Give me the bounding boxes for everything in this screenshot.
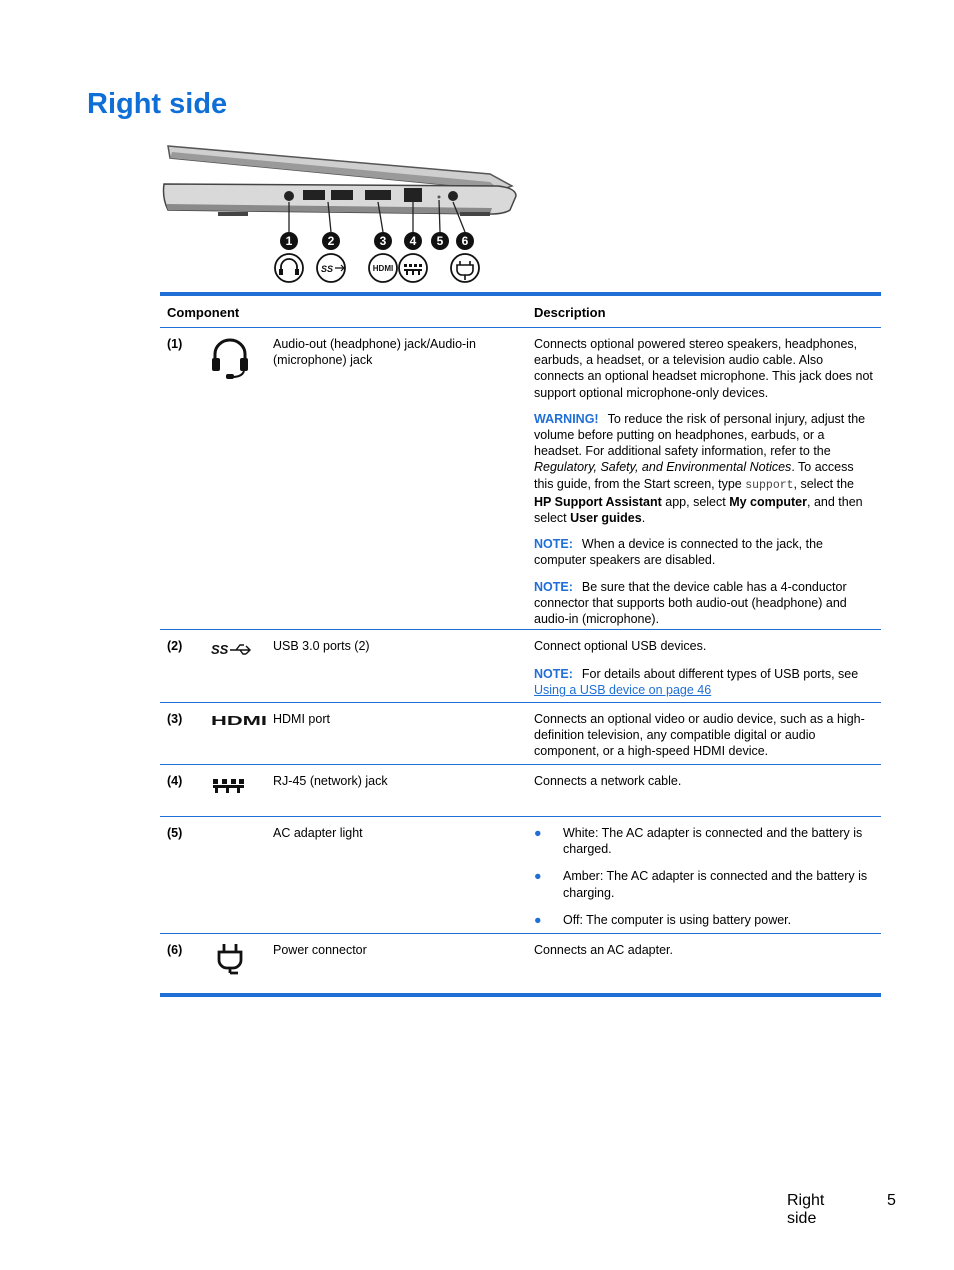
power-plug-icon <box>215 942 245 986</box>
component-name: USB 3.0 ports (2) <box>273 639 370 653</box>
component-name: Audio-out (headphone) jack/Audio-in (microphone) jack <box>273 337 476 368</box>
table-row <box>160 630 881 703</box>
status-list <box>534 825 874 928</box>
note-text: When a device is connected to the jack, the computer speakers are disabled. <box>534 537 824 568</box>
callout-2-label: 2 <box>327 234 335 248</box>
description-text: Connects an AC adapter. <box>534 943 673 957</box>
callout-4-label: 4 <box>409 234 417 248</box>
table-row <box>160 703 881 765</box>
page-number: 5 <box>887 1192 896 1209</box>
usb-device-link[interactable]: Using a USB device on page 46 <box>534 683 712 698</box>
warning-text: . <box>641 511 646 526</box>
component-description <box>534 638 874 709</box>
bullet: ● <box>534 869 542 884</box>
table-row <box>160 934 881 997</box>
callout-5-label: 5 <box>436 234 444 248</box>
row-number: (3) <box>167 712 183 726</box>
note-block <box>534 536 874 568</box>
list-item <box>534 868 874 900</box>
component-description <box>534 336 874 637</box>
list-item <box>534 825 874 857</box>
note-text: Be sure that the device cable has a 4-conductor connector that supports both audio-out (headphone) and audio-in (microphone). <box>534 579 847 627</box>
component-name: AC adapter light <box>273 826 363 840</box>
warning-text: app, select <box>661 494 730 509</box>
component-table <box>160 292 881 997</box>
list-item-text: White: The AC adapter is connected and the battery is charged. <box>563 826 863 857</box>
row-number: (4) <box>167 774 183 788</box>
callout-1-label: 1 <box>285 234 293 248</box>
component-name: HDMI port <box>273 712 330 726</box>
warning-block <box>534 411 874 526</box>
headphone-icon <box>210 336 254 384</box>
list-item-text: Amber: The AC adapter is connected and the battery is charging. <box>563 869 868 900</box>
warning-bold: My computer <box>729 494 807 509</box>
warning-code: support <box>745 478 794 492</box>
usb-ss-text: SS <box>320 264 334 274</box>
warning-bold: User guides <box>570 511 642 526</box>
description-text: Connects an optional video or audio device, such as a high-definition television, any compatible digital or audio component, or a high-speed HDMI device. <box>534 712 865 759</box>
row-number: (5) <box>167 826 183 840</box>
network-icon <box>399 254 427 282</box>
table-row <box>160 817 881 934</box>
warning-text: , and then select <box>534 494 863 526</box>
description-text: Connects a network cable. <box>534 774 682 788</box>
warning-text: , select the <box>793 476 854 491</box>
component-name: Power connector <box>273 943 367 957</box>
component-name: RJ-45 (network) jack <box>273 774 388 788</box>
hdmi-text: HDMI <box>211 713 267 728</box>
table-row <box>160 328 881 630</box>
warning-text: To reduce the risk of personal injury, adjust the volume before putting on headphones, earbuds, or a headset. For additional safety information, refer to the <box>534 411 866 459</box>
component-description <box>534 773 874 799</box>
network-icon <box>210 773 246 801</box>
component-description <box>534 825 874 939</box>
callout-6-label: 6 <box>461 234 469 248</box>
usb-ss-text: SS <box>211 642 229 657</box>
table-row <box>160 765 881 817</box>
callout-3-label: 3 <box>379 234 387 248</box>
description-text: Connects optional powered stereo speakers, headphones, earbuds, a headset, or a television audio cable. Also connects an optional headset microphone. This jack does not support optional microphone-only devices. <box>534 337 873 400</box>
warning-italic: Regulatory, Safety, and Environmental Notices <box>534 460 792 475</box>
description-text: Connect optional USB devices. <box>534 639 707 653</box>
note-label: NOTE: <box>534 667 573 682</box>
note-block <box>534 666 874 698</box>
note-label: NOTE: <box>534 537 573 552</box>
bullet: ● <box>534 826 542 840</box>
hdmi-icon <box>210 711 270 735</box>
list-item <box>534 912 874 928</box>
list-item-text: Off: The computer is using battery power. <box>563 912 792 927</box>
row-number: (6) <box>167 943 183 957</box>
component-description <box>534 942 874 968</box>
table-header <box>160 292 881 328</box>
note-text: For details about different types of USB ports, see <box>581 667 859 682</box>
warning-label: WARNING! <box>534 411 599 426</box>
footer-section-title: Right side <box>787 1192 825 1227</box>
usb-ss-icon <box>210 638 254 664</box>
warning-bold: HP Support Assistant <box>534 494 662 509</box>
header-description: Description <box>534 305 606 320</box>
row-number: (1) <box>167 337 183 351</box>
warning-text: . To access this guide, from the Start screen, type <box>534 460 854 491</box>
laptop-right-side-illustration <box>160 140 530 290</box>
component-description <box>534 711 874 770</box>
hdmi-text: HDMI <box>372 264 394 273</box>
note-block <box>534 579 874 628</box>
header-component: Component <box>167 305 240 320</box>
note-label: NOTE: <box>534 579 573 594</box>
row-number: (2) <box>167 639 183 653</box>
page-title: Right side <box>87 88 228 120</box>
bullet: ● <box>534 912 542 927</box>
